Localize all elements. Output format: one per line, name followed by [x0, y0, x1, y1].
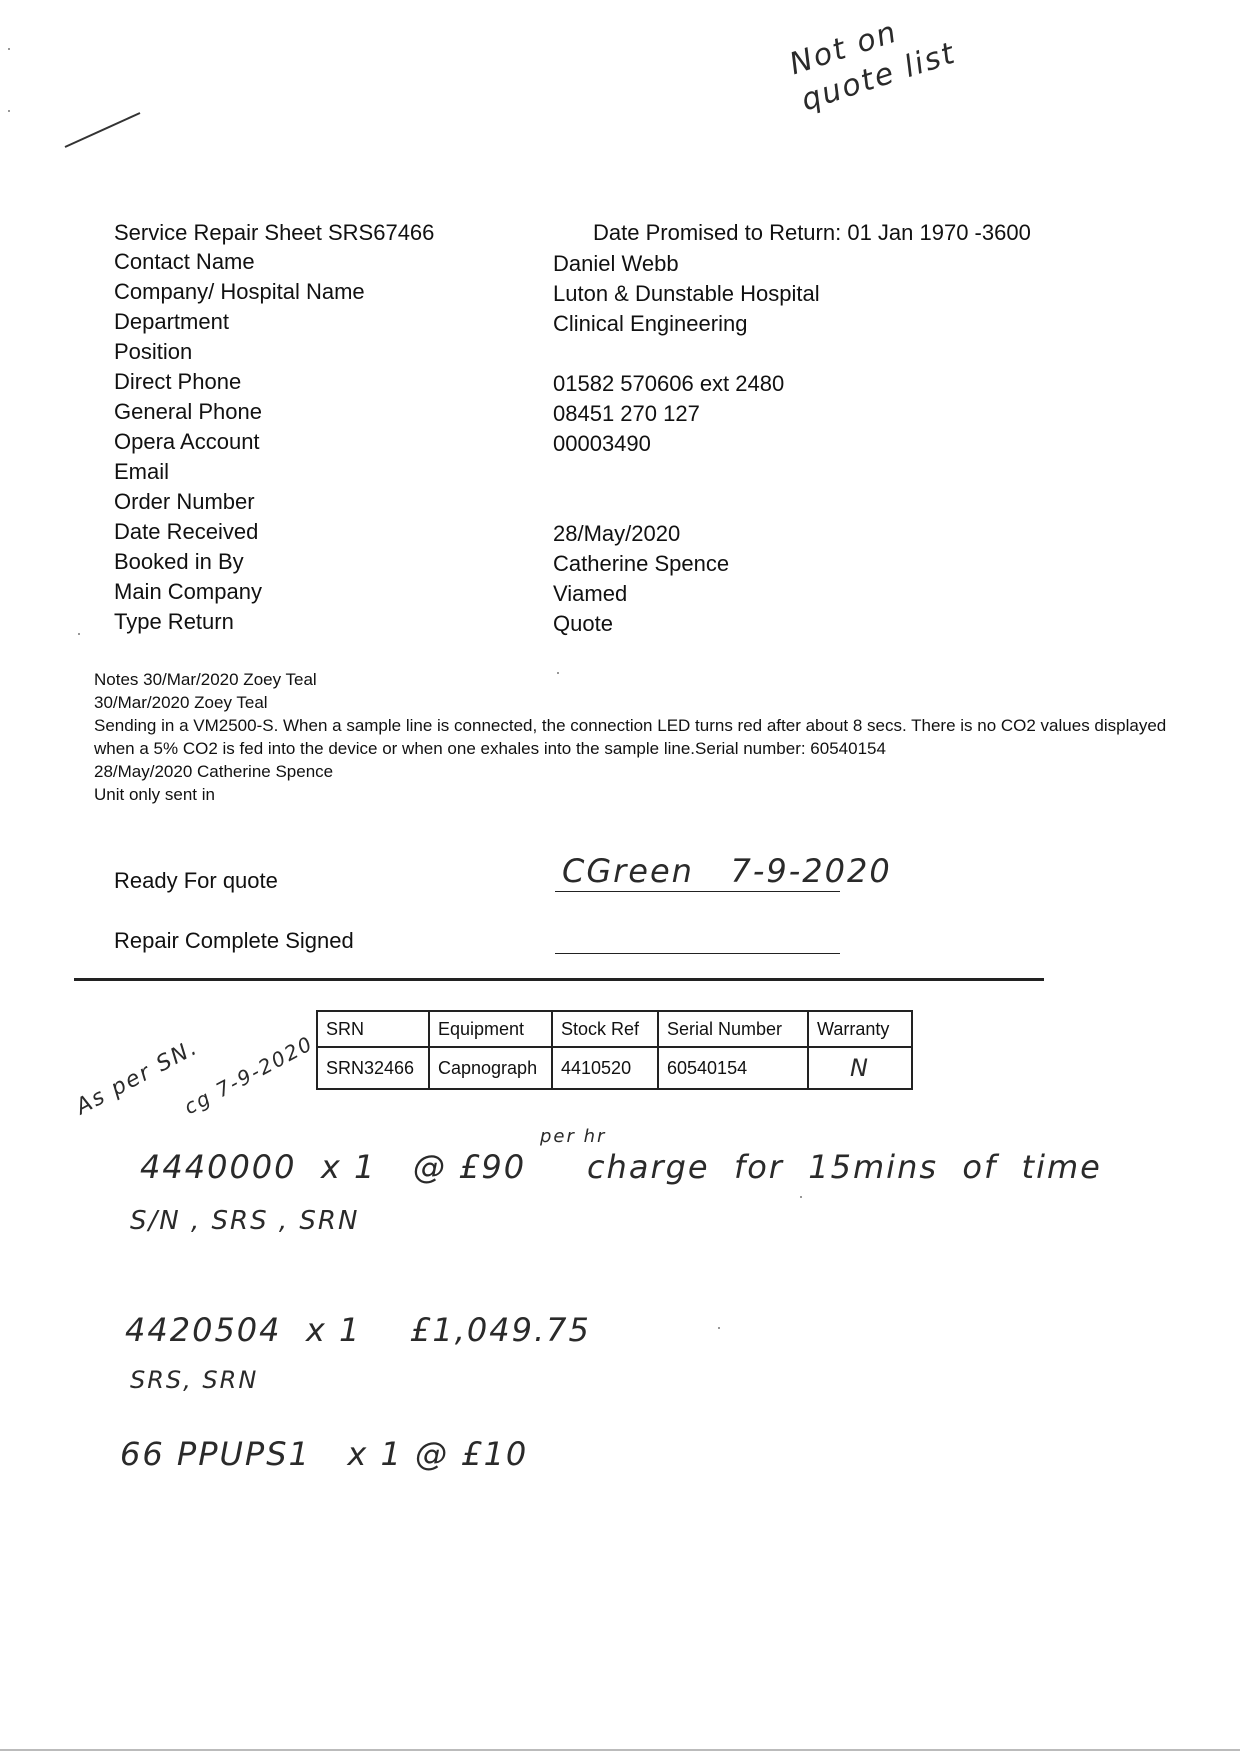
equipment-table	[316, 1010, 913, 1090]
field-value: Viamed	[553, 581, 628, 606]
field-value: Clinical Engineering	[553, 311, 748, 336]
repair-complete-label: Repair Complete Signed	[114, 928, 354, 953]
field-label: Type Return	[114, 609, 234, 634]
notes-block	[94, 668, 1174, 806]
table-header-cell: Stock Ref	[552, 1011, 658, 1047]
field-value: 28/May/2020	[553, 521, 681, 546]
field-value: 00003490	[553, 431, 651, 456]
field-value: 08451 270 127	[553, 401, 700, 426]
scan-speck	[78, 633, 80, 635]
notes-line: 30/Mar/2020 Zoey Teal	[94, 693, 268, 712]
field-label: General Phone	[114, 399, 262, 424]
scan-speck	[8, 48, 10, 50]
field-label: Date Received	[114, 519, 259, 544]
section-divider	[74, 978, 1044, 981]
table-cell: Capnograph	[429, 1047, 552, 1089]
scan-speck	[718, 1327, 720, 1329]
table-header-row	[317, 1011, 912, 1047]
field-label: Direct Phone	[114, 369, 242, 394]
notes-line: Unit only sent in	[94, 785, 215, 804]
notes-line: Notes 30/Mar/2020 Zoey Teal	[94, 670, 317, 689]
date-promised: Date Promised to Return: 01 Jan 1970 -3600	[593, 220, 1031, 245]
table-cell: 60540154	[658, 1047, 808, 1089]
scan-edge	[0, 1749, 1240, 1751]
field-label: Order Number	[114, 489, 255, 514]
ready-signature: CGreen 7-9-2020	[562, 852, 892, 890]
table-header-cell: Serial Number	[658, 1011, 808, 1047]
field-label: Contact Name	[114, 249, 255, 274]
handwritten-superscript: per hr	[540, 1126, 607, 1147]
table-cell: N	[808, 1047, 912, 1089]
repair-complete-signature-line	[555, 953, 840, 954]
notes-line: Sending in a VM2500-S. When a sample line is connected, the connection LED turns red after about 8 secs. There is no CO2 values displayed when a 5% CO2 is fed into the device or when one exhales into the sample line.Serial number: 60540154	[94, 716, 1167, 758]
scan-speck	[557, 672, 559, 674]
scan-speck	[8, 110, 10, 112]
field-label: Department	[114, 309, 229, 334]
table-cell: 4410520	[552, 1047, 658, 1089]
field-value: 01582 570606 ext 2480	[553, 371, 785, 396]
handwritten-quote-line: SRS, SRN	[130, 1366, 259, 1394]
handwritten-side-note: cg 7-9-2020	[180, 1030, 318, 1120]
table-header-cell: Equipment	[429, 1011, 552, 1047]
handwritten-quote-line: S/N , SRS , SRN	[130, 1206, 360, 1236]
handwritten-top-note: Not on quote list	[785, 14, 961, 119]
pen-stroke-mark	[60, 105, 150, 155]
table-row	[317, 1047, 912, 1089]
table-header-cell: SRN	[317, 1011, 429, 1047]
field-label: Position	[114, 339, 193, 364]
sheet-title: Service Repair Sheet SRS67466	[114, 220, 435, 245]
field-label: Booked in By	[114, 549, 244, 574]
table-header-cell: Warranty	[808, 1011, 912, 1047]
field-label: Main Company	[114, 579, 262, 604]
handwritten-quote-line: 4440000 x 1 @ £90 charge for 15mins of time	[140, 1148, 1102, 1186]
field-value: Daniel Webb	[553, 251, 679, 276]
field-value: Luton & Dunstable Hospital	[553, 281, 820, 306]
field-label: Opera Account	[114, 429, 260, 454]
scan-speck	[800, 1196, 802, 1198]
handwritten-quote-line: 66 PPUPS1 x 1 @ £10	[120, 1435, 529, 1473]
notes-line: 28/May/2020 Catherine Spence	[94, 762, 334, 781]
ready-for-quote-label: Ready For quote	[114, 868, 278, 893]
field-label: Email	[114, 459, 170, 484]
table-cell: SRN32466	[317, 1047, 429, 1089]
field-value: Catherine Spence	[553, 551, 730, 576]
field-value: Quote	[553, 611, 613, 636]
field-label: Company/ Hospital Name	[114, 279, 365, 304]
handwritten-side-note: As per SN.	[72, 1034, 203, 1121]
handwritten-quote-line: 4420504 x 1 £1,049.75	[125, 1311, 591, 1349]
ready-signature-line	[555, 891, 840, 892]
